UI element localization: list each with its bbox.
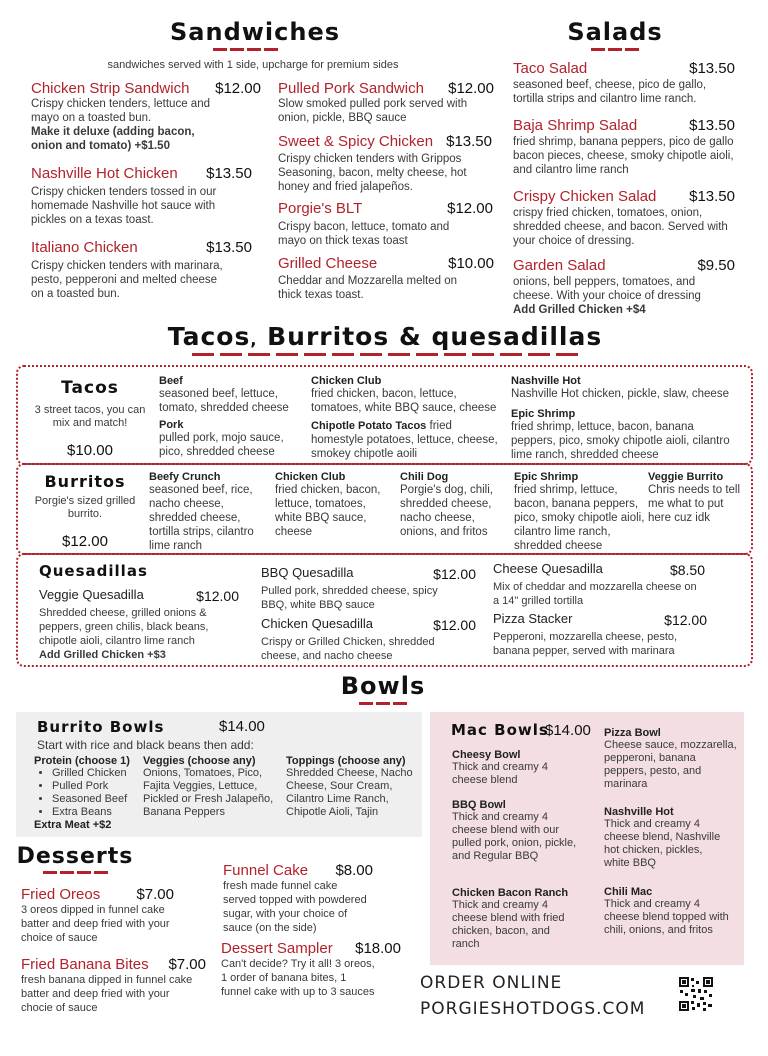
menu-item (278, 200, 493, 248)
menu-item (278, 80, 494, 125)
burrito-bowls-price: $14.00 (219, 718, 265, 735)
quesadilla-item (261, 566, 476, 612)
item-name: Taco Salad (513, 60, 588, 77)
item-desc: Crispy chicken tenders with marinara, pesto, pepperoni and melted cheese on a toasted bun. (31, 260, 223, 300)
burrito-item (648, 471, 748, 525)
list-item: • Pulled Pork (52, 780, 144, 793)
item-desc: Crispy chicken tenders, lettuce and mayo on a toasted bun. (31, 98, 210, 124)
menu-item (31, 239, 252, 301)
mac-item (452, 799, 577, 863)
item-desc: fried shrimp, banana peppers, pico de gallo bacon pieces, cheese, smoky chipotle aioli, and cilantro lime ranch (513, 136, 734, 176)
burrito-item (400, 471, 508, 539)
item-desc: seasoned beef, lettuce, tomato, shredded cheese (159, 388, 289, 414)
item-name: Grilled Cheese (278, 255, 378, 272)
item-desc: pulled pork, mojo sauce, pico, shredded cheese (159, 432, 284, 458)
item-price: $9.50 (697, 257, 735, 274)
item-price: $13.50 (689, 188, 735, 205)
item-desc: onions, bell peppers, tomatoes, and cheese. With your choice of dressing (513, 276, 701, 302)
burritos-price: $12.00 (62, 533, 108, 550)
tacos-header (30, 378, 150, 459)
item-desc: seasoned beef, cheese, pico de gallo, tortilla strips and cilantro lime ranch. (513, 79, 707, 105)
menu-item (513, 60, 735, 106)
desserts-title: Desserts (16, 844, 134, 869)
item-desc: Thick and creamy 4 cheese blend, Nashville hot chicken, pickles, white BBQ (604, 818, 721, 869)
item-desc: Crispy chicken tenders tossed in our homemade Nashville hot sauce with pickles on a texas toast. (31, 186, 217, 226)
item-name: Beefy Crunch (149, 471, 221, 483)
menu-item (513, 257, 735, 317)
burritos-header (26, 472, 144, 550)
item-name: Veggie Burrito (648, 471, 724, 483)
item-name: Baja Shrimp Salad (513, 117, 638, 134)
item-price: $7.00 (136, 886, 174, 903)
item-price: $13.50 (206, 239, 252, 256)
menu-item (31, 80, 261, 153)
mac-bowls-label: Mac Bowls (451, 721, 549, 739)
quesadilla-item (261, 617, 476, 663)
item-name: Chili Dog (400, 471, 449, 483)
item-name: Nashville Hot Chicken (31, 165, 178, 182)
item-extra: Add Grilled Chicken +$4 (513, 304, 646, 316)
item-name: Nashville Hot (604, 806, 674, 818)
item-name: Dessert Sampler (221, 940, 333, 957)
taco-item (159, 419, 304, 459)
sandwiches-title-block (170, 18, 341, 51)
title-decoration (170, 48, 320, 51)
mac-item (604, 886, 729, 937)
quesadilla-item (493, 612, 707, 658)
bowls-title-block (330, 672, 436, 705)
item-desc: Crispy bacon, lettuce, tomato and mayo on thick texas toast (278, 221, 450, 247)
item-desc: Thick and creamy 4 cheese blend (452, 761, 548, 786)
item-name: Pizza Bowl (604, 727, 661, 739)
toppings-column (286, 755, 419, 819)
item-name: Cheesy Bowl (452, 749, 521, 761)
title-decoration (16, 871, 134, 874)
item-desc: fresh banana dipped in funnel cake batter and deep fried with your chocie of sauce (21, 974, 193, 1014)
extra-meat: Extra Meat +$2 (34, 819, 112, 831)
item-name: Epic Shrimp (514, 471, 579, 483)
item-price: $12.00 (433, 566, 476, 582)
list-item: • Seasoned Beef (52, 793, 144, 806)
quesadillas-label: Quesadillas (39, 562, 148, 580)
bowls-title: Bowls (340, 672, 426, 700)
order-online-line: ORDER ONLINE (420, 973, 563, 993)
item-name: Funnel Cake (223, 862, 309, 879)
item-price: $12.00 (196, 588, 239, 604)
burrito-bowls-intro: Start with rice and black beans then add: (37, 738, 254, 752)
item-price: $12.00 (447, 200, 493, 217)
item-name: Sweet & Spicy Chicken (278, 133, 434, 150)
item-name: Veggie Quesadilla (39, 587, 144, 602)
item-desc: Cheddar and Mozzarella melted on thick texas toast. (278, 275, 457, 301)
burrito-bowls-label: Burrito Bowls (37, 718, 165, 736)
item-name: Porgie's BLT (278, 200, 363, 217)
title-decoration (150, 353, 620, 356)
item-price: $13.50 (446, 133, 492, 150)
item-name: Epic Shrimp (511, 408, 576, 420)
item-price: $7.00 (168, 956, 206, 973)
dessert-item (223, 862, 373, 935)
sandwiches-subtitle: sandwiches served with 1 side, upcharge for premium sides (107, 59, 399, 71)
item-desc: Slow smoked pulled pork served with onion, pickle, BBQ sauce (278, 98, 468, 124)
item-name: BBQ Bowl (452, 799, 506, 811)
item-name: Pulled Pork Sandwich (278, 80, 424, 97)
desserts-title-block (16, 844, 134, 874)
item-name: Chicken Quesadilla (261, 616, 374, 631)
tacos-price: $10.00 (67, 442, 113, 459)
toppings-header: Toppings (choose any) (286, 755, 406, 767)
menu-item (513, 188, 735, 248)
mac-item (604, 727, 738, 791)
item-price: $8.00 (335, 862, 373, 879)
item-desc: Nashville Hot chicken, pickle, slaw, cheese (511, 388, 729, 400)
item-desc: crispy fried chicken, tomatoes, onion, shredded cheese, and bacon. Served with your choice of dressing. (513, 207, 728, 247)
item-name: Garden Salad (513, 257, 606, 274)
burrito-item (275, 471, 395, 539)
taco-item (159, 375, 304, 415)
tbq-title-block (150, 322, 620, 356)
sandwiches-title: Sandwiches (170, 18, 341, 46)
item-name: Pizza Stacker (493, 611, 573, 626)
item-desc: fried chicken, bacon, lettuce, tomatoes, white BBQ sauce, cheese (311, 388, 497, 414)
protein-header: Protein (choose 1) (34, 755, 130, 767)
list-item: • Grilled Chicken (52, 767, 144, 780)
mac-item (452, 887, 577, 951)
item-name: Chili Mac (604, 886, 653, 898)
item-name: Pork (159, 419, 184, 431)
item-desc: fried chicken, bacon, lettuce, tomatoes, white BBQ sauce, cheese (275, 484, 381, 538)
item-desc: Crispy or Grilled Chicken, shredded cheese, and nacho cheese (261, 636, 435, 662)
protein-column (34, 755, 144, 831)
item-name: Crispy Chicken Salad (513, 188, 657, 205)
item-name: Fried Oreos (21, 886, 101, 903)
menu-item (513, 117, 735, 177)
item-desc: fresh made funnel cake served topped with powdered sugar, with your choice of sauce (on the side) (223, 880, 367, 934)
veggies-column (143, 755, 283, 819)
item-desc: fried shrimp, lettuce, bacon, banana peppers, pico, smoky chipotle aioli, cilantro lime ranch, shredded cheese (511, 421, 730, 461)
taco-item (511, 408, 731, 462)
dessert-item (21, 956, 206, 1015)
item-name: BBQ Quesadilla (261, 565, 354, 580)
item-desc: Shredded cheese, grilled onions & peppers, green chilis, black beans, chipotle aioli, cilantro lime ranch (39, 607, 209, 647)
item-price: $12.00 (664, 612, 707, 628)
quesadilla-item (39, 588, 239, 662)
item-price: $13.50 (206, 165, 252, 182)
mac-item (452, 749, 577, 787)
burritos-note: Porgie's sized grilled burrito. (34, 495, 136, 520)
protein-list (34, 767, 144, 819)
item-desc: Thick and creamy 4 cheese blend with fried chicken, bacon, and ranch (452, 899, 565, 950)
item-extra: Make it deluxe (adding bacon, onion and tomato) +$1.50 (31, 126, 195, 152)
item-price: $12.00 (215, 80, 261, 97)
item-name: Chicken Strip Sandwich (31, 80, 190, 97)
menu-item (31, 165, 252, 227)
taco-item (311, 419, 501, 461)
item-price: $13.50 (689, 60, 735, 77)
item-price: $8.50 (669, 562, 705, 578)
salads-title-block (560, 18, 670, 51)
tacos-label: Tacos (61, 378, 119, 398)
dessert-item (221, 940, 401, 999)
item-name: Beef (159, 375, 183, 387)
taco-item (311, 375, 506, 415)
list-item: • Extra Beans (52, 806, 144, 819)
veggies-header: Veggies (choose any) (143, 755, 256, 767)
item-desc: Thick and creamy 4 cheese blend topped with chili, onions, and fritos (604, 898, 729, 936)
item-price: $13.50 (689, 117, 735, 134)
item-price: $18.00 (355, 940, 401, 957)
order-url[interactable]: PORGIESHOTDOGS.COM (420, 999, 646, 1019)
item-name: Chicken Bacon Ranch (452, 887, 569, 899)
title-decoration (330, 702, 436, 705)
menu-item (278, 255, 494, 302)
item-desc: Cheese sauce, mozzarella, pepperoni, banana peppers, pesto, and marinara (604, 739, 737, 790)
salads-title: Salads (567, 18, 663, 46)
menu-item (278, 133, 492, 194)
title-decoration (560, 48, 670, 51)
item-desc: Mix of cheddar and mozzarella cheese on a 14" grilled tortilla (493, 581, 697, 607)
item-price: $12.00 (448, 80, 494, 97)
item-name: Chicken Club (311, 375, 382, 387)
item-desc: Can't decide? Try it all! 3 oreos, 1 order of banana bites, 1 funnel cake with up to 3 sauces (221, 958, 375, 998)
item-extra: Add Grilled Chicken +$3 (39, 649, 166, 661)
taco-item (511, 375, 747, 401)
item-name: Chicken Club (275, 471, 346, 483)
item-desc: fried shrimp, lettuce, bacon, banana peppers, pico, smoky chipotle aioli, cilantro lime ranch, shredded cheese (514, 484, 645, 552)
quesadilla-item (493, 562, 705, 608)
item-desc: Pepperoni, mozzarella cheese, pesto, banana pepper, served with marinara (493, 631, 678, 657)
item-name: Nashville Hot (511, 375, 581, 387)
item-desc: Thick and creamy 4 cheese blend with our pulled pork, onion, pickle, and Regular BBQ (452, 811, 577, 862)
item-desc: fried homestyle potatoes, lettuce, cheese, smokey chipotle aoili (311, 420, 498, 460)
tacos-note: 3 street tacos, you can mix and match! (34, 404, 146, 429)
item-desc: Pulled pork, shredded cheese, spicy BBQ, white BBQ sauce (261, 585, 438, 611)
veggies-list: Onions, Tomatoes, Pico, Fajita Veggies, Lettuce, Pickled or Fresh Jalapeño, Banana Peppers (143, 767, 274, 818)
item-desc: seasoned beef, rice, nacho cheese, shredded cheese, tortilla strips, cilantro lime ranch (149, 484, 254, 552)
item-desc: 3 oreos dipped in funnel cake batter and deep fried with your choice of sauce (21, 904, 170, 944)
toppings-list: Shredded Cheese, Nacho Cheese, Sour Cream, Cilantro Lime Ranch, Chipotle Aioli, Tajin (286, 767, 413, 818)
burritos-label: Burritos (44, 472, 126, 491)
dessert-item (21, 886, 174, 945)
item-name: Fried Banana Bites (21, 956, 149, 973)
mac-item (604, 806, 729, 870)
mac-bowls-price: $14.00 (545, 722, 591, 739)
item-name: Cheese Quesadilla (493, 561, 603, 576)
item-name: Italiano Chicken (31, 239, 138, 256)
qr-code-icon[interactable] (678, 976, 714, 1012)
burrito-item (149, 471, 269, 553)
item-desc: Crispy chicken tenders with Grippos Seasoning, bacon, melty cheese, hot honey and fried jalapeños. (278, 153, 467, 193)
item-price: $12.00 (433, 617, 476, 633)
item-desc: Chris needs to tell me what to put here cuz idk (648, 484, 741, 524)
item-desc: Porgie's dog, chili, shredded cheese, nacho cheese, onions, and fritos (400, 484, 493, 538)
tbq-title: Tacos, Burritos & quesadillas (167, 322, 603, 351)
burrito-item (514, 471, 646, 553)
item-name: Chipotle Potato Tacos (311, 420, 427, 432)
order-online-text[interactable] (420, 973, 670, 1019)
item-price: $10.00 (448, 255, 494, 272)
